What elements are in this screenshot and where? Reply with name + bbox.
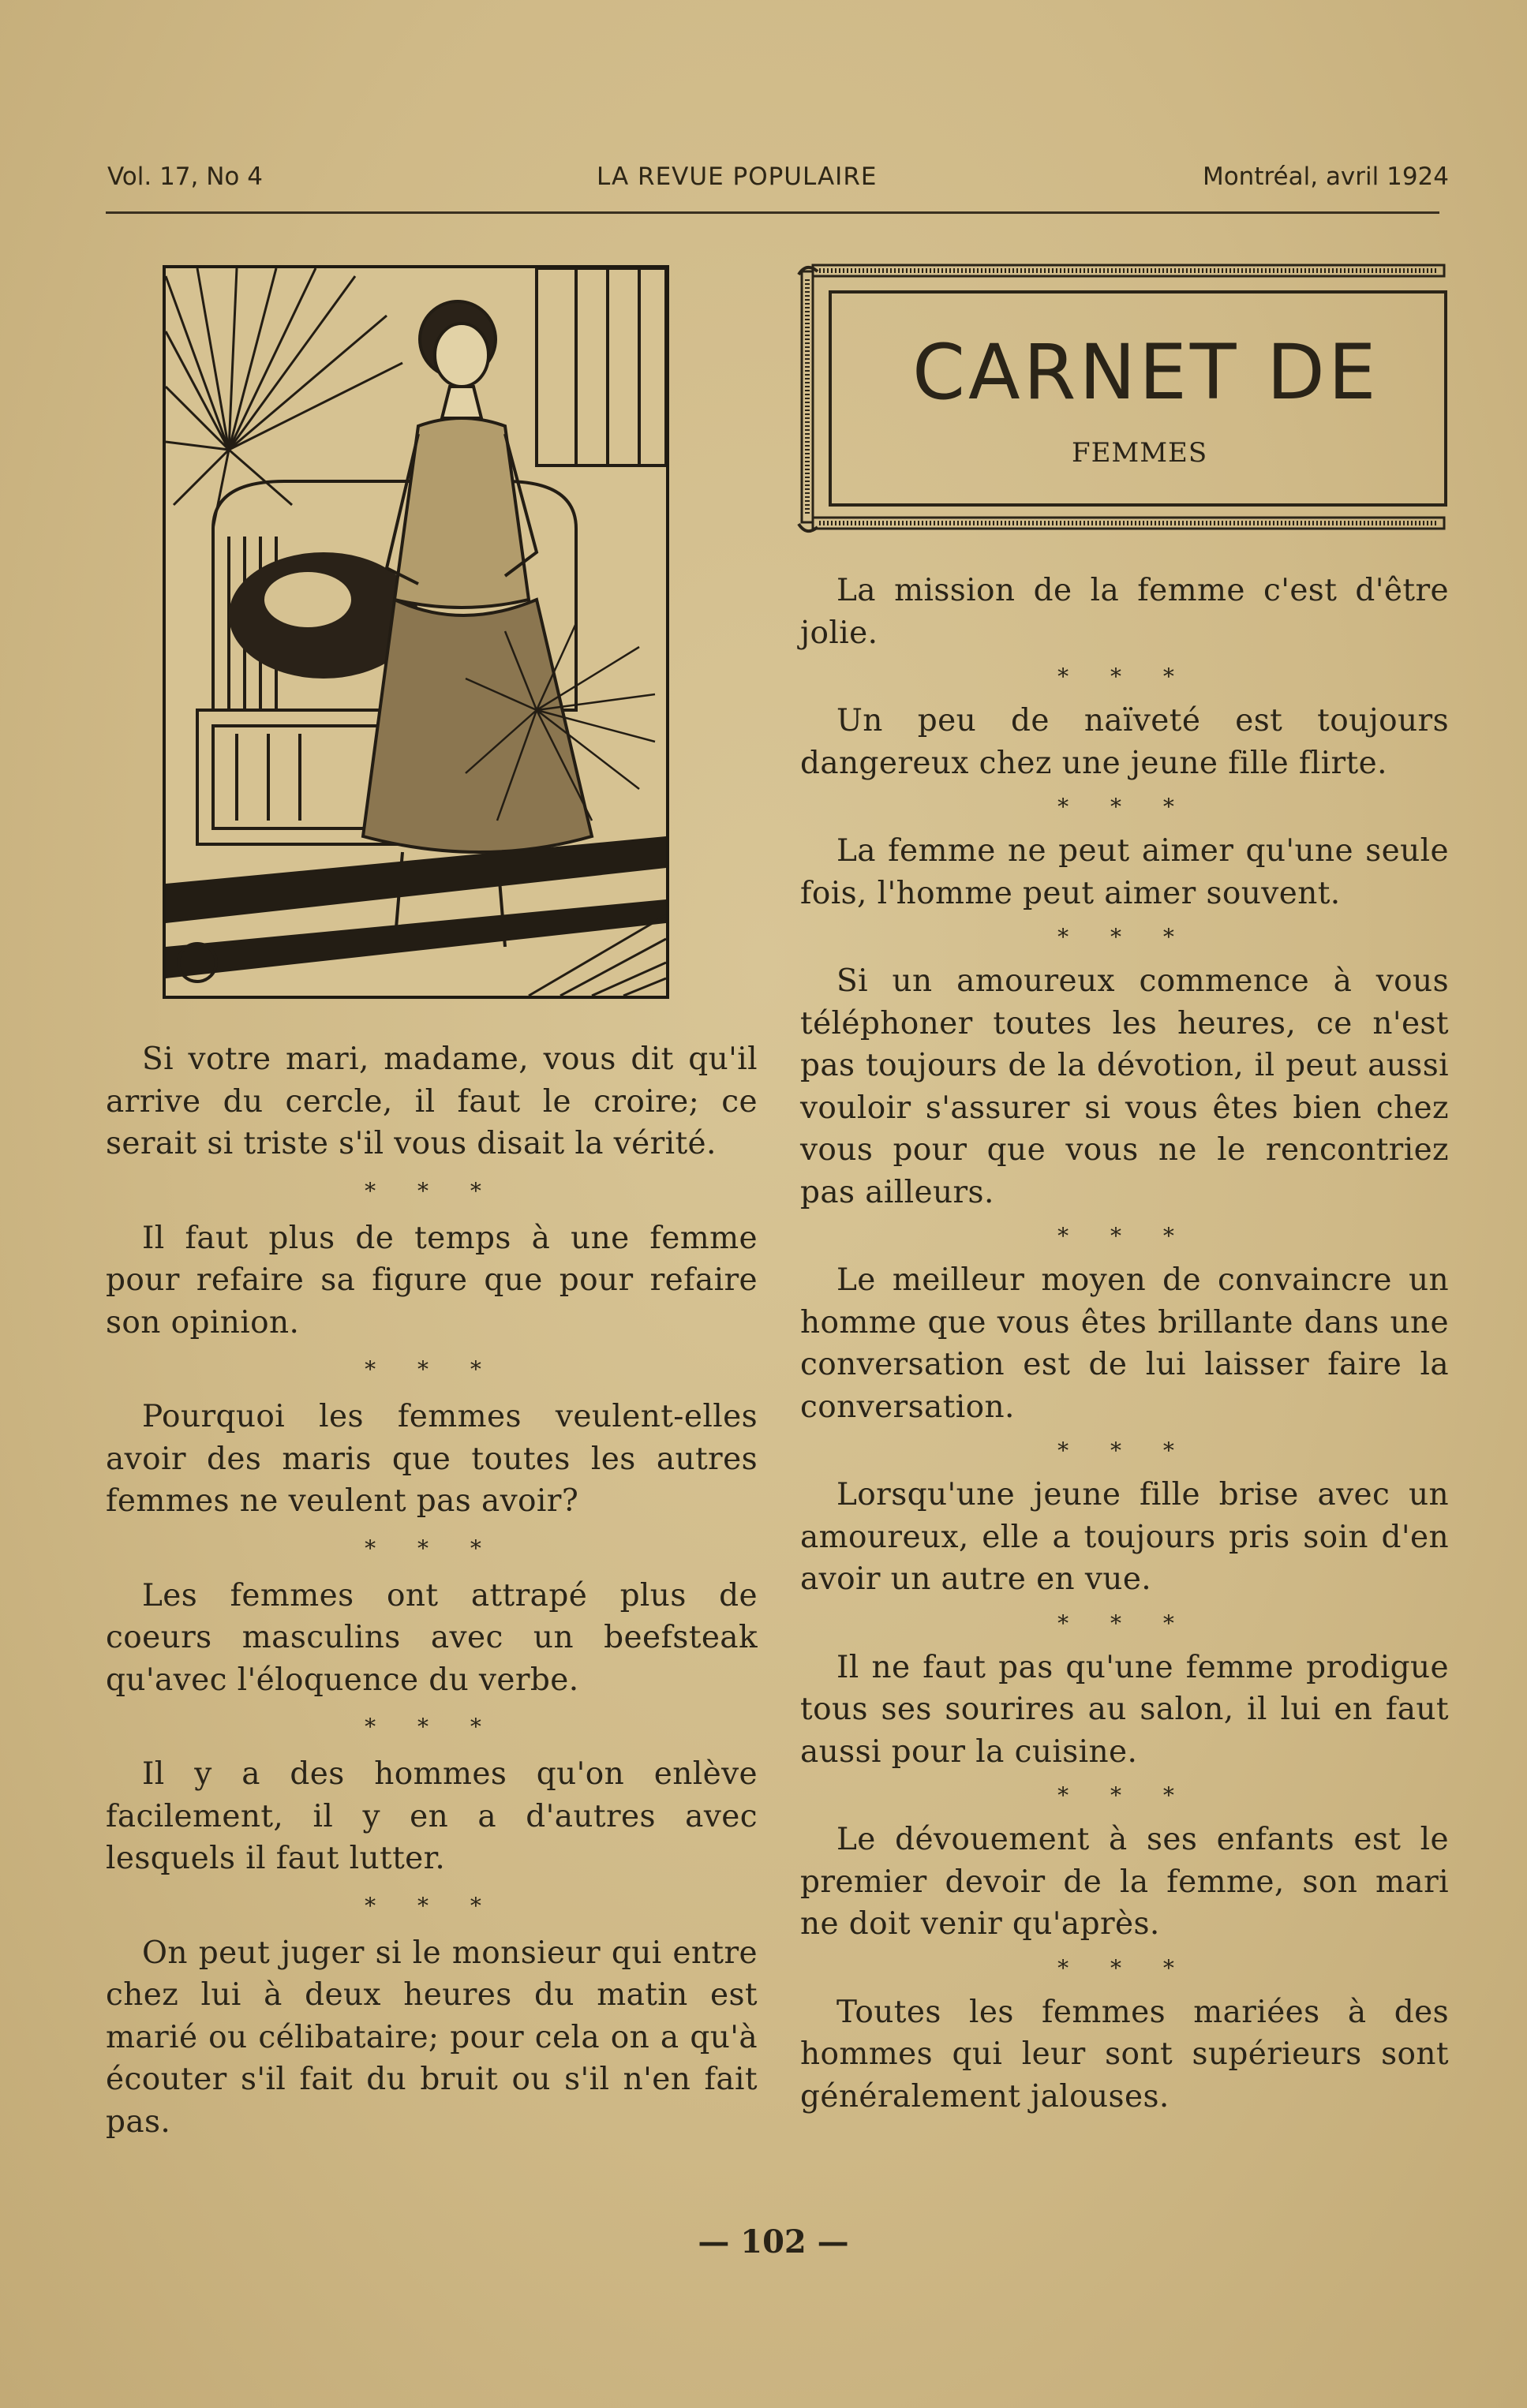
maxim-paragraph: Le meilleur moyen de convaincre un homme que vous êtes brillante dans une conversation est de lui laisser faire la conversation. bbox=[800, 1262, 1449, 1425]
star-separator: * * * bbox=[1057, 1438, 1192, 1464]
maxim-paragraph: Si un amoureux commence à vous téléphoner toutes les heures, ce n'est pas toujours de la dévotion, il peut aussi vouloir s'assurer si vous êtes bien chez vous pour que vous ne le rencontriez pas ailleurs. bbox=[800, 963, 1449, 1210]
header-rule bbox=[106, 211, 1439, 214]
star-separator: * * * bbox=[1057, 794, 1192, 820]
star-separator: * * * bbox=[1057, 664, 1192, 690]
left-column bbox=[106, 1038, 758, 2143]
section-heading-box bbox=[795, 260, 1449, 538]
illustration-drawing bbox=[166, 268, 666, 996]
star-separator: * * * bbox=[365, 1892, 499, 1919]
star-separator: * * * bbox=[1057, 1610, 1192, 1636]
maxim-paragraph: Un peu de naïveté est toujours dangereux chez une jeune fille flirte. bbox=[800, 703, 1449, 781]
section-subtitle: FEMMES bbox=[1072, 437, 1208, 469]
section-title: CARNET DE bbox=[912, 328, 1379, 417]
maxim-paragraph: Pourquoi les femmes veulent-elles avoir des maris que toutes les autres femmes ne veulent pas avoir? bbox=[106, 1399, 758, 1519]
star-separator: * * * bbox=[1057, 924, 1192, 950]
magazine-title: LA REVUE POPULAIRE bbox=[597, 163, 878, 191]
maxim-paragraph: Si votre mari, madame, vous dit qu'il arrive du cercle, il faut le croire; ce serait si triste s'il vous disait la vérité. bbox=[106, 1041, 758, 1161]
maxim-paragraph: La mission de la femme c'est d'être jolie. bbox=[800, 573, 1449, 651]
page-number: — 102 — bbox=[698, 2223, 849, 2260]
star-separator: * * * bbox=[365, 1714, 499, 1740]
maxim-paragraph: Il y a des hommes qu'on enlève facilement, il y en a d'autres avec lesquels il faut lutter. bbox=[106, 1756, 758, 1876]
maxim-paragraph: Il ne faut pas qu'une femme prodigue tous ses sourires au salon, il lui en faut aussi pour la cuisine. bbox=[800, 1649, 1449, 1770]
maxim-paragraph: Le dévouement à ses enfants est le premier devoir de la femme, son mari ne doit venir qu'après. bbox=[800, 1822, 1449, 1942]
star-separator: * * * bbox=[365, 1356, 499, 1382]
right-column bbox=[800, 570, 1449, 2118]
maxim-paragraph: Lorsqu'une jeune fille brise avec un amoureux, elle a toujours pris soin d'en avoir un autre en vue. bbox=[800, 1477, 1449, 1597]
star-separator: * * * bbox=[365, 1535, 499, 1561]
star-separator: * * * bbox=[365, 1177, 499, 1204]
maxim-paragraph: On peut juger si le monsieur qui entre chez lui à deux heures du matin est marié ou célibataire; pour cela on a qu'à écouter s'il fait du bruit ou s'il n'en fait pas. bbox=[106, 1935, 758, 2140]
star-separator: * * * bbox=[1057, 1223, 1192, 1249]
maxim-paragraph: La femme ne peut aimer qu'une seule fois, l'homme peut aimer souvent. bbox=[800, 833, 1449, 911]
maxim-paragraph: Toutes les femmes mariées à des hommes qui leur sont supérieurs sont généralement jalouses. bbox=[800, 1994, 1449, 2114]
woman-seated-armchair-illustration bbox=[163, 265, 669, 999]
maxim-paragraph: Il faut plus de temps à une femme pour refaire sa figure que pour refaire son opinion. bbox=[106, 1220, 758, 1340]
issue-date: Montréal, avril 1924 bbox=[1202, 163, 1449, 191]
star-separator: * * * bbox=[1057, 1954, 1192, 1981]
running-head bbox=[107, 163, 1449, 197]
maxim-paragraph: Les femmes ont attrapé plus de coeurs masculins avec un beefsteak qu'avec l'éloquence du verbe. bbox=[106, 1577, 758, 1698]
star-separator: * * * bbox=[1057, 1782, 1192, 1808]
volume-number: Vol. 17, No 4 bbox=[107, 163, 263, 191]
